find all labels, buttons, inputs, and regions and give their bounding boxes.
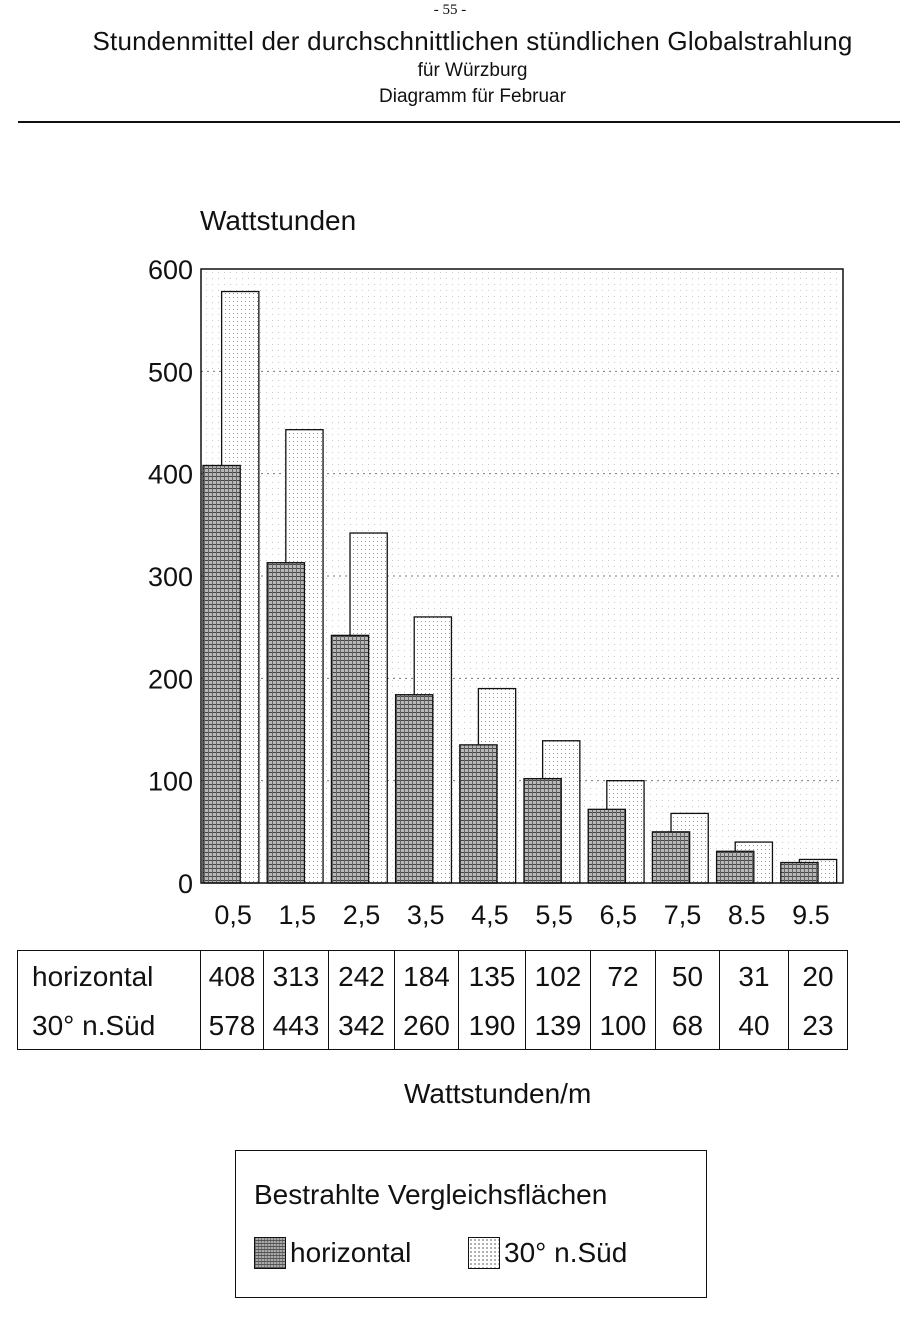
table-cell: 578 — [201, 1003, 264, 1050]
x-tick-label: 1,5 — [278, 900, 317, 930]
table-cell: 72 — [591, 951, 656, 1004]
y-tick-label: 100 — [147, 766, 193, 797]
x-tick-label: 6,5 — [599, 900, 638, 930]
table-cell: 40 — [720, 1003, 789, 1050]
table-cell: 31 — [720, 951, 789, 1004]
table-row — [18, 1003, 848, 1050]
y-axis-label: Wattstunden — [200, 205, 357, 236]
subtitle-location: für Würzburg — [417, 60, 528, 81]
table-cell: 260 — [395, 1003, 459, 1050]
bar-horizontal — [267, 563, 304, 883]
bar-horizontal — [588, 809, 625, 883]
y-tick-label: 300 — [147, 562, 193, 592]
table-cell: 139 — [526, 1003, 591, 1050]
x-tick-label: 0,5 — [214, 900, 252, 930]
table-cell: 135 — [459, 951, 526, 1004]
page-title: Stundenmittel der durchschnittlichen stündlichen Globalstrahlung — [92, 26, 853, 56]
legend-label-horizontal: horizontal — [290, 1237, 412, 1268]
legend-title: Bestrahlte Vergleichsflächen — [254, 1179, 608, 1210]
table-cell: 20 — [789, 951, 848, 1004]
y-tick-label: 0 — [177, 869, 193, 899]
legend — [235, 1150, 707, 1298]
table-cell: 102 — [526, 951, 591, 1004]
legend-label-30-sued: 30° n.Süd — [504, 1237, 628, 1268]
x-tick-label: 9.5 — [792, 900, 830, 930]
bar-horizontal — [396, 695, 433, 883]
table-cell: 408 — [201, 951, 264, 1004]
legend-swatch-30-sued — [468, 1237, 500, 1269]
legend-item-horizontal — [254, 1237, 411, 1269]
table-cell: 100 — [591, 1003, 656, 1050]
x-tick-label: 5,5 — [535, 900, 573, 930]
table-row-label: horizontal — [18, 951, 201, 1004]
x-tick-label: 7,5 — [663, 900, 702, 930]
page-number: - 55 - — [433, 2, 467, 18]
table-row — [18, 951, 848, 1004]
y-tick-label: 500 — [147, 357, 193, 388]
x-axis-label: Wattstunden/m — [404, 1078, 592, 1109]
x-tick-label: 8.5 — [727, 900, 766, 930]
bar-horizontal — [717, 851, 754, 883]
table-cell: 184 — [395, 951, 459, 1004]
y-tick-label: 200 — [147, 664, 193, 695]
table-cell: 190 — [459, 1003, 526, 1050]
bar-horizontal — [524, 779, 561, 883]
table-cell: 50 — [656, 951, 720, 1004]
subtitle-month: Diagramm für Februar — [379, 86, 566, 107]
y-tick-label: 400 — [147, 459, 193, 490]
bar-horizontal — [203, 465, 240, 883]
table-row-label: 30° n.Süd — [18, 1003, 201, 1050]
table-cell: 313 — [264, 951, 329, 1004]
data-table — [17, 950, 848, 1050]
legend-item-30-sued — [468, 1237, 627, 1269]
table-cell: 68 — [656, 1003, 720, 1050]
bar-horizontal — [652, 832, 689, 883]
table-cell: 342 — [329, 1003, 395, 1050]
y-tick-label: 600 — [147, 255, 193, 285]
table-cell: 23 — [789, 1003, 848, 1050]
bar-horizontal — [781, 863, 818, 883]
table-cell: 242 — [329, 951, 395, 1004]
bar-horizontal — [331, 635, 368, 883]
x-tick-label: 4,5 — [471, 900, 509, 930]
table-cell: 443 — [264, 1003, 329, 1050]
x-tick-label: 3,5 — [406, 900, 445, 930]
bar-horizontal — [460, 745, 497, 883]
legend-swatch-horizontal — [254, 1237, 286, 1269]
x-tick-label: 2,5 — [342, 900, 381, 930]
